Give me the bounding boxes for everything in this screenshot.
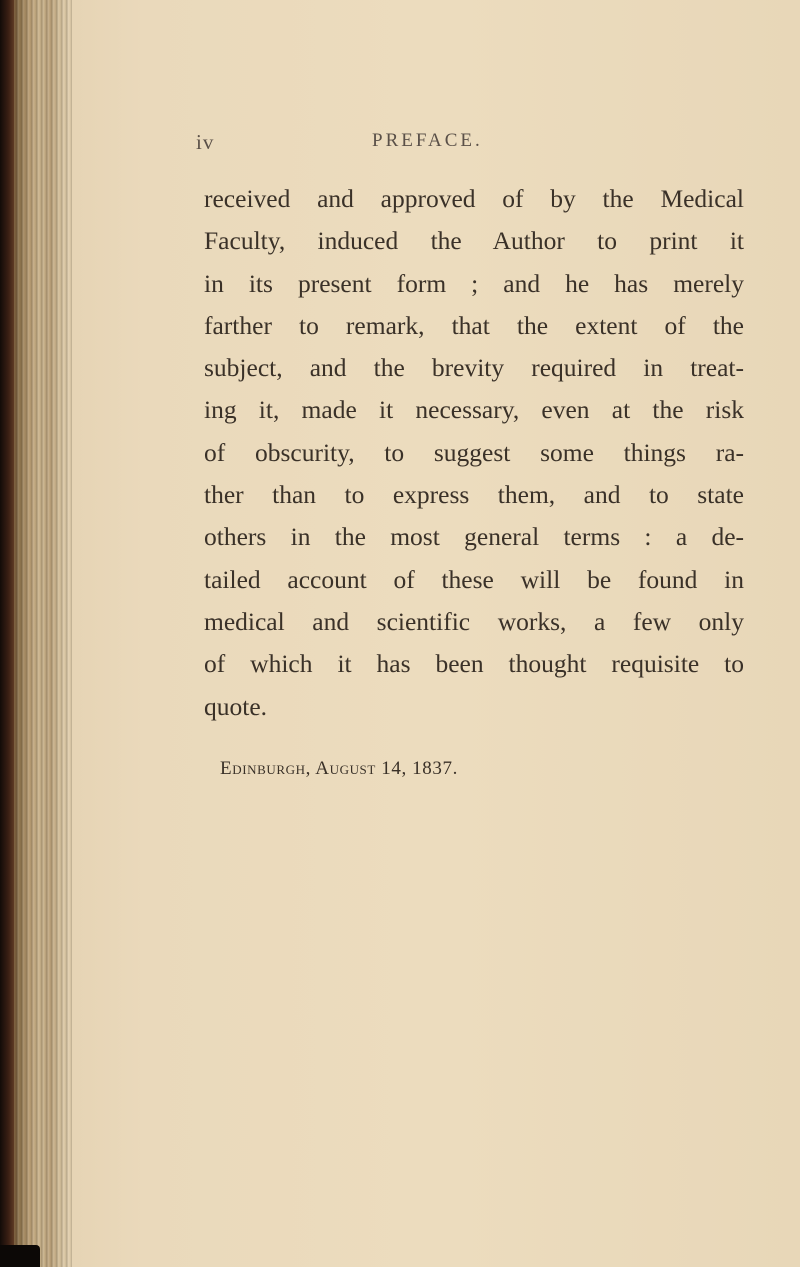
place-date-signature: Edinburgh, August 14, 1837. [220,758,458,779]
text-line: received and approved of by the Medical [204,184,744,213]
binding-edge [0,0,14,1267]
text-line: of which it has been thought requisite to [204,649,744,679]
page-number: iv [196,130,215,154]
text-line: others in the most general terms : a de- [204,522,744,552]
text-line: farther to remark, that the extent of the [204,310,744,340]
text-line: subject, and the brevity required in treat- [204,353,744,383]
page-header [196,130,736,160]
text-line: Faculty, induced the Author to print it [204,226,744,256]
text-line: ther than to express them, and to state [204,480,744,510]
text-line: in its present form ; and he has merely [204,268,744,298]
text-line: ing it, made it necessary, even at the risk [204,395,744,425]
text-line: of obscurity, to suggest some things ra- [204,437,744,467]
text-line: quote. [204,691,268,721]
preface-paragraph [204,178,744,728]
text-line: tailed account of these will be found in [204,564,744,594]
text-line: medical and scientific works, a few only [204,606,744,636]
binding-corner [0,1245,40,1267]
running-head: PREFACE. [372,130,483,151]
